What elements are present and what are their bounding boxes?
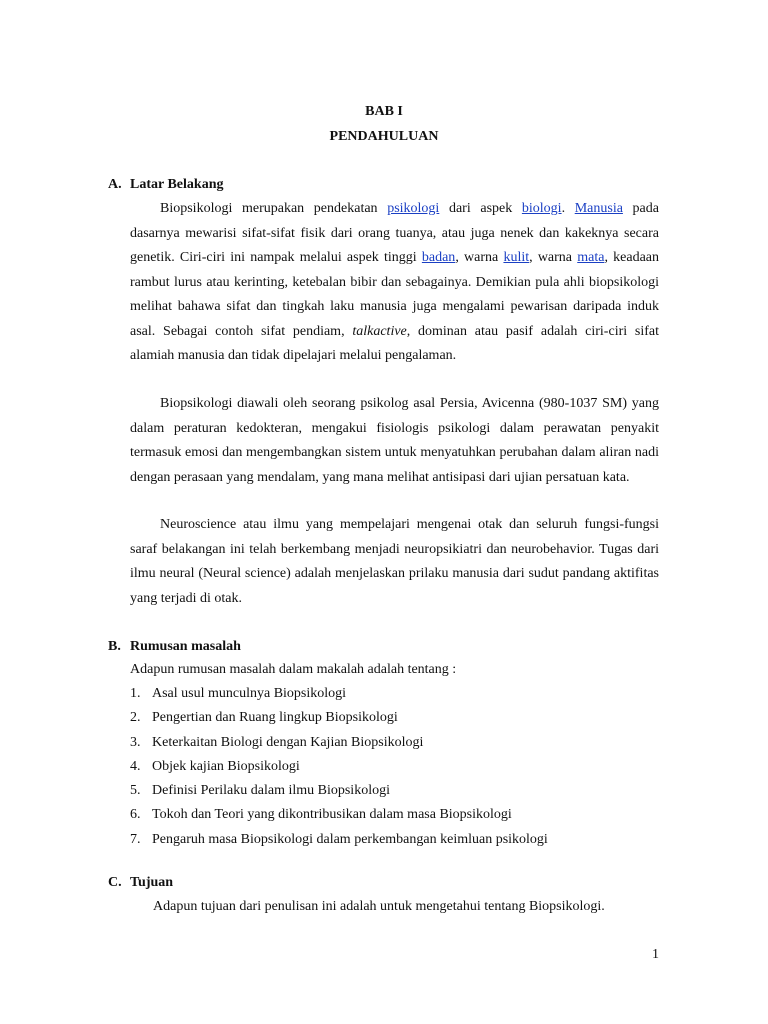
link-kulit[interactable]: kulit: [503, 250, 530, 265]
text-run: dari aspek: [439, 201, 522, 216]
section-b-intro: Adapun rumusan masalah dalam makalah adalah tentang :: [130, 662, 457, 677]
list-text: Pengaruh masa Biopsikologi dalam perkembangan keimluan psikologi: [152, 831, 548, 847]
list-number: 3.: [130, 734, 141, 750]
list-text: Keterkaitan Biologi dengan Kajian Biopsikologi: [152, 734, 424, 750]
list-number: 2.: [130, 710, 141, 726]
list-number: 5.: [130, 783, 141, 799]
text-run: , dominan atau pasif adalah ciri-ciri sifat alamiah manusia dan tidak dipelajari melalui pengalaman.: [130, 323, 659, 363]
list-item: [130, 803, 548, 827]
section-a-title: Latar Belakang: [130, 177, 224, 192]
section-a-heading: [108, 177, 223, 193]
page-number: 1: [652, 947, 659, 962]
text-run: .: [561, 201, 575, 216]
link-badan[interactable]: badan: [421, 250, 456, 265]
section-c-title: Tujuan: [130, 875, 174, 890]
section-c-text: Adapun tujuan dari penulisan ini adalah untuk mengetahui tentang Biopsikologi.: [153, 899, 605, 914]
section-a-paragraph-2: [130, 392, 659, 490]
list-number: 7.: [130, 831, 141, 847]
list-item: [130, 779, 548, 803]
list-item: [130, 682, 548, 706]
link-psikologi[interactable]: psikologi: [387, 201, 440, 216]
list-number: 6.: [130, 807, 141, 823]
section-a-letter: A.: [108, 177, 122, 192]
list-number: 4.: [130, 758, 141, 774]
text-run: , warna: [455, 250, 504, 265]
list-item: [130, 706, 548, 730]
chapter-number: BAB I: [365, 104, 403, 119]
text-run: , warna: [529, 250, 578, 265]
section-a-paragraph-1: [130, 197, 659, 369]
link-biologi[interactable]: biologi: [521, 201, 562, 216]
section-b-letter: B.: [108, 639, 121, 654]
list-text: Tokoh dan Teori yang dikontribusikan dalam masa Biopsikologi: [152, 807, 512, 823]
section-c-letter: C.: [108, 875, 122, 890]
list-text: Asal usul munculnya Biopsikologi: [152, 686, 347, 701]
section-b-title: Rumusan masalah: [130, 639, 241, 654]
list-item: [130, 755, 548, 779]
emphasis-talkactive: talkactive: [352, 323, 407, 339]
section-b-heading: [108, 639, 241, 655]
list-number: 1.: [130, 686, 141, 701]
section-c-heading: [108, 875, 173, 891]
list-text: Objek kajian Biopsikologi: [152, 758, 300, 774]
text-run: Biopsikologi diawali oleh seorang psikolog asal Persia, Avicenna (980-1037 SM) yang dalam peraturan kedokteran, mengakui fisiologis psikologi dalam perawatan penyakit termasuk emosi dan mengembangkan sistem untuk menyatuhkan perubahan dalam aliran nadi dengan perasaan yang mendalam, yang mana melihat antisipasi dari ujian persatuan kata.: [130, 396, 659, 485]
chapter-title: PENDAHULUAN: [329, 129, 439, 144]
section-a-paragraph-3: [130, 513, 659, 611]
list-text: Definisi Perilaku dalam ilmu Biopsikologi: [152, 783, 390, 799]
text-run: Biopsikologi merupakan pendekatan: [160, 201, 388, 216]
text-run: , keadaan rambut lurus atau kerinting, ketebalan bibir dan sebagainya. Demikian pula ahli biopsikologi melihat bahawa sifat dan tingkah laku manusia juga mengalami pewarisan daripada induk asal. Sebagai contoh sifat pendiam,: [130, 250, 660, 339]
text-run: Neuroscience atau ilmu yang mempelajari mengenai otak dan seluruh fungsi-fungsi saraf belakangan ini telah berkembang menjadi neuropsikiatri dan neurobehavior. Tugas dari ilmu neural (Neural science) adalah menjelaskan prilaku manusia dari sudut pandang aktifitas yang terjadi di otak.: [130, 517, 659, 606]
list-item: [130, 731, 548, 755]
problem-list: [130, 682, 548, 852]
list-text: Pengertian dan Ruang lingkup Biopsikologi: [152, 710, 398, 726]
list-item: [130, 828, 548, 852]
link-manusia[interactable]: Manusia: [574, 201, 623, 216]
text-run: pada dasarnya mewarisi sifat-sifat fisik dari orang tuanya, atau juga nenek dan kakeknya secara genetik. Ciri-ciri ini nampak melalui aspek tinggi: [130, 201, 659, 265]
link-mata[interactable]: mata: [577, 250, 605, 265]
